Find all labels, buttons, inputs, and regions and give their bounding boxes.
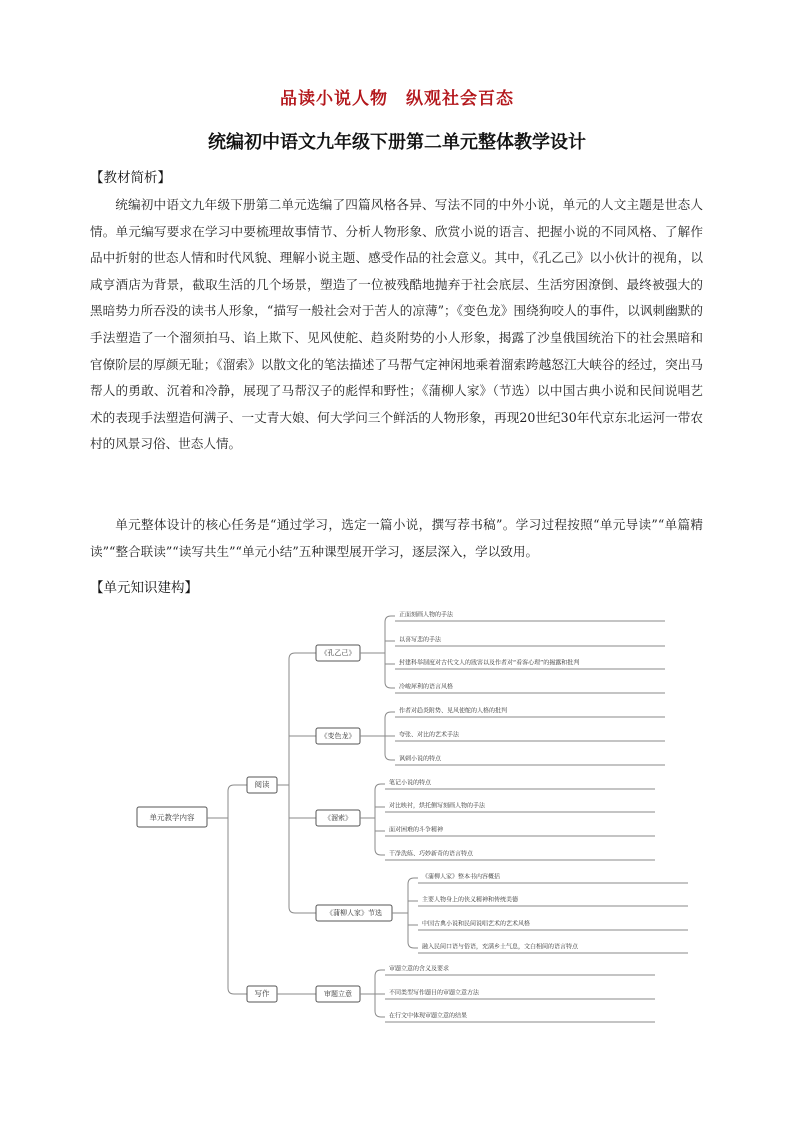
mindmap-leaf-1-4-1: 《蒲柳人家》整本书内容概括 — [422, 873, 501, 881]
mindmap-leaf-1-1-3: 封建科举制度对古代文人的戕害以及作者对“看客心理”的揭露和批判 — [399, 659, 580, 667]
analysis-paragraph-2: 单元整体设计的核心任务是“通过学习，选定一篇小说，撰写荐书稿”。学习过程按照“单元导读”“单篇精读”“整合联读”“读写共生”“单元小结”五种课型展开学习，逐层深入，学以致用。 — [90, 517, 703, 559]
mindmap-node-label-2-1: 审题立意 — [324, 990, 352, 998]
mindmap-leaf-connector-1-4 — [408, 878, 418, 948]
mindmap-leaf-1-4-3: 中国古典小说和民间说唱艺术的艺术风格 — [422, 920, 531, 928]
analysis-paragraph-1: 统编初中语文九年级下册第二单元选编了四篇风格各异、写法不同的中外小说，单元的人文主题是世态人情。单元编写要求在学习中要梳理故事情节、分析人物形象、欣赏小说的语言、把握小说的不同风格、了解作品中折射的世态人情和时代风貌、理解小说主题、感受作品的社会意义。其中，《孔乙己》以小伙计的视角，以咸亨酒店为背景，截取生活的几个场景，塑造了一位被残酷地抛弃于社会底层、生活穷困潦倒、最终被强大的黑暗势力所吞没的读书人形象，“描写一般社会对于苦人的凉薄”；《变色龙》围绕狗咬人的事件，以讽刺幽默的手法塑造了一个溜须拍马、谄上欺下、见风使舵、趋炎附势的小人形象，揭露了沙皇俄国统治下的社会黑暗和官僚阶层的厚颜无耻；《溜索》以散文化的笔法描述了马帮气定神闲地乘着溜索跨越怒江大峡谷的经过，突出马帮人的勇敢、沉着和冷静，展现了马帮汉子的彪悍和野性；《蒲柳人家》（节选）以中国古典小说和民间说唱艺术的表现手法塑造何满子、一丈青大娘、何大学问三个鲜活的人物形象，再现20世纪30年代京东北运河一带农村的风景习俗、世态人情。 — [90, 197, 703, 452]
mindmap-leaf-connector-1-3 — [375, 784, 385, 855]
mindmap-leaf-2-1-3: 在行文中体现审题立意的结果 — [389, 1012, 468, 1020]
mindmap-leaf-2-1-1: 审题立意的含义及要求 — [389, 965, 450, 973]
mindmap-leaf-1-1-1: 正面刻画人物的手法 — [399, 611, 454, 619]
mindmap-leaf-1-4-2: 主要人物身上的侠义精神和传统美德 — [422, 896, 519, 904]
mindmap-root: 单元教学内容 — [149, 813, 195, 822]
mindmap-leaf-1-1-2: 以喜写悲的手法 — [399, 636, 442, 644]
mindmap-leaf-1-3-3: 面对困难的斗争精神 — [389, 826, 444, 834]
mindmap-leaf-1-1-4: 冷峻犀利的语言风格 — [399, 683, 454, 691]
mindmap-node-label-1-2: 《变色龙》 — [320, 732, 356, 740]
mindmap-leaf-1-2-2: 夸张、对比的艺术手法 — [399, 731, 460, 739]
mindmap-leaf-1-2-3: 讽刺小说的特点 — [399, 755, 442, 763]
mindmap-root-connector — [228, 785, 247, 994]
mindmap-leaf-connector-1-1 — [385, 616, 395, 688]
mindmap-leaf-1-3-1: 笔记小说的特点 — [389, 779, 432, 787]
mindmap-branch-label-1: 阅读 — [254, 780, 270, 789]
mindmap-leaf-1-2-1: 作者对趋炎附势、见风使舵的人格的批判 — [399, 707, 508, 715]
mindmap-branch-label-2: 写作 — [254, 989, 270, 998]
mindmap-leaf-1-3-2: 对比映衬，烘托侧写刻画人物的手法 — [389, 802, 486, 810]
mindmap-leaf-1-4-4: 融入民间口语与俗语，充满乡土气息，文白相间的语言特点 — [422, 943, 579, 951]
main-title: 品读小说人物 纵观社会百态 — [280, 89, 514, 109]
mindmap-node-label-1-3: 《溜索》 — [324, 814, 352, 822]
mindmap-node-label-1-1: 《孔乙己》 — [320, 649, 356, 657]
sub-title: 统编初中语文九年级下册第二单元整体教学设计 — [208, 132, 586, 153]
mindmap-node-label-1-4: 《蒲柳人家》节选 — [326, 909, 382, 917]
section-heading-textbook-analysis: 【教材简析】 — [90, 170, 171, 186]
mindmap-branch-connector-1 — [289, 653, 316, 913]
mindmap-leaf-2-1-2: 不同类型写作题目的审题立意方法 — [389, 989, 480, 997]
mindmap-leaf-1-3-4: 干净洗练、巧妙新奇的语言特点 — [389, 850, 474, 858]
section-heading-knowledge-construction: 【单元知识建构】 — [90, 580, 198, 596]
